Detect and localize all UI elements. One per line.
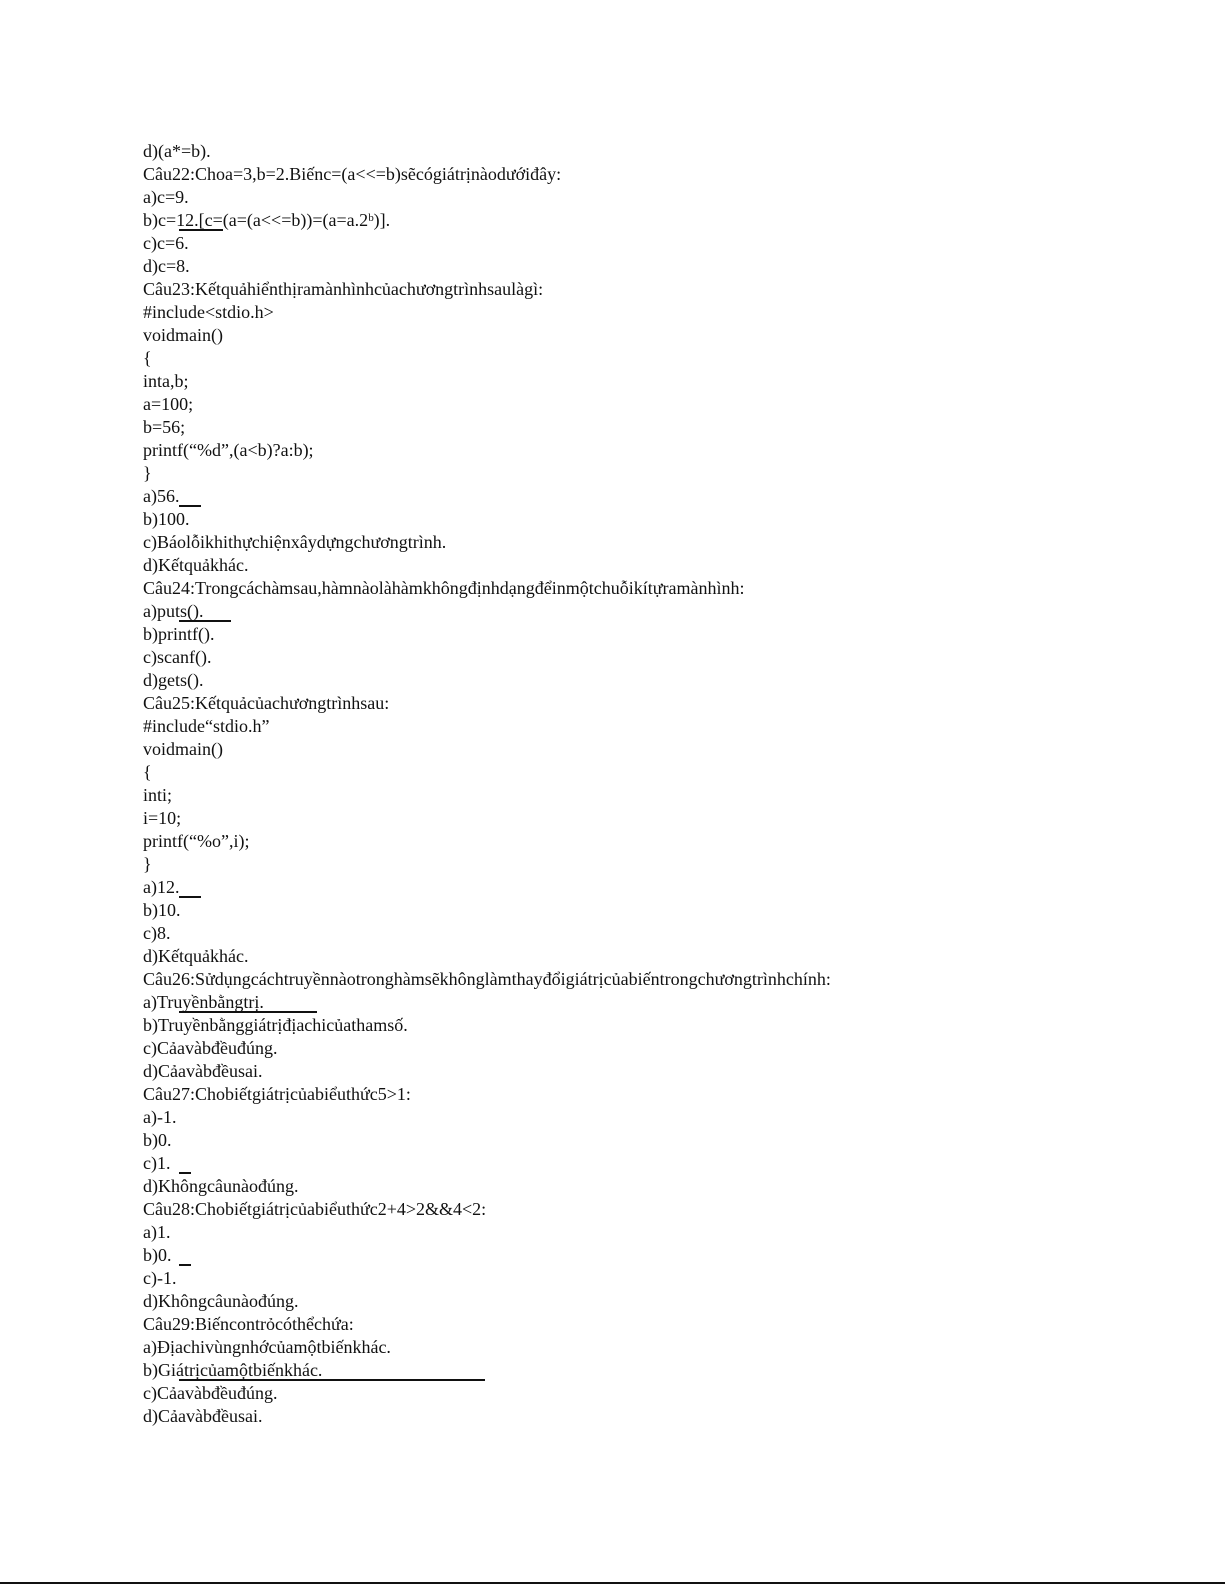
document-line: printf(“%d”,(a<b)?a:b); [143, 440, 314, 460]
answer-underline-mark [179, 229, 223, 231]
document-line: Câu29:Biếncontrỏcóthểchứa: [143, 1314, 354, 1334]
document-line: } [143, 854, 152, 874]
document-line: c)Cảavàbđềuđúng. [143, 1038, 278, 1058]
document-line: Câu22:Choa=3,b=2.Biếnc=(a<<=b)sẽcógiátrịnàodướiđây: [143, 164, 562, 184]
document-line: inta,b; [143, 371, 189, 391]
document-line: c)c=6. [143, 233, 189, 253]
document-line: b)c=12.[c=(a=(a<<=b))=(a=a.2ᵇ)]. [143, 210, 391, 230]
document-line: d)Khôngcâunàođúng. [143, 1291, 299, 1311]
document-line: b)100. [143, 509, 190, 529]
document-line: Câu27:Chobiếtgiátrịcủabiểuthức5>1: [143, 1084, 411, 1104]
document-line: a)puts(). [143, 600, 1143, 623]
document-line: d)Cảavàbđềusai. [143, 1406, 263, 1426]
answer-underline-mark [179, 896, 201, 898]
document-line: Câu25:Kếtquảcủachươngtrìnhsau: [143, 693, 390, 713]
answer-underline-mark [179, 1172, 191, 1174]
document-page [143, 140, 1143, 1428]
document-line: c)Cảavàbđềuđúng. [143, 1383, 278, 1403]
document-line: Câu23:Kếtquảhiểnthịramànhìnhcủachươngtrìnhsaulàgì: [143, 279, 544, 299]
document-line: d)(a*=b). [143, 141, 211, 161]
document-line: i=10; [143, 808, 182, 828]
document-line: voidmain() [143, 325, 223, 345]
document-line: Câu28:Chobiếtgiátrịcủabiểuthức2+4>2&&4<2: [143, 1199, 487, 1219]
answer-underline-mark [179, 620, 231, 622]
document-line: #include<stdio.h> [143, 302, 274, 322]
document-line: Câu24:Trongcáchàmsau,hàmnàolàhàmkhôngđịnhdạngđểinmộtchuỗikítựramànhình: [143, 578, 745, 598]
document-line: b=56; [143, 417, 186, 437]
document-line: c)1. [143, 1152, 1143, 1175]
document-line: d)gets(). [143, 670, 204, 690]
document-line: a)Truyềnbằngtrị. [143, 991, 1143, 1014]
document-line: inti; [143, 785, 173, 805]
document-line: b)printf(). [143, 624, 215, 644]
document-line: a)56. [143, 485, 1143, 508]
document-line: d)Cảavàbđềusai. [143, 1061, 263, 1081]
document-line: b)Giátrịcủamộtbiếnkhác. [143, 1359, 1143, 1382]
answer-underline-mark [179, 505, 201, 507]
document-line: c)-1. [143, 1268, 177, 1288]
document-line: a)1. [143, 1222, 171, 1242]
document-line: b)Truyềnbằnggiátrịđịachicủathamsố. [143, 1015, 408, 1035]
document-line: { [143, 762, 152, 782]
document-line: a)12. [143, 876, 1143, 899]
document-line: b)0. [143, 1130, 172, 1150]
document-line: voidmain() [143, 739, 223, 759]
document-line: a=100; [143, 394, 194, 414]
document-line: a)Địachivùngnhớcủamộtbiếnkhác. [143, 1337, 391, 1357]
document-line: a)-1. [143, 1107, 177, 1127]
document-line: { [143, 348, 152, 368]
document-line: c)Báolỗikhithựchiệnxâydựngchươngtrình. [143, 532, 447, 552]
answer-underline-mark [179, 1264, 191, 1266]
document-line: Câu26:Sửdụngcáchtruyềnnàotronghàmsẽkhônglàmthayđổigiátrịcủabiếntrongchươngtrìnhchính: [143, 969, 831, 989]
document-line: c)scanf(). [143, 647, 212, 667]
document-line: d)Khôngcâunàođúng. [143, 1176, 299, 1196]
document-line: } [143, 463, 152, 483]
document-line: #include“stdio.h” [143, 716, 270, 736]
document-line: b)0. [143, 1244, 1143, 1267]
document-line: b)10. [143, 900, 181, 920]
document-line: a)c=9. [143, 187, 189, 207]
document-line: c)8. [143, 923, 171, 943]
page-bottom-rule [0, 1582, 1225, 1584]
document-line: d)Kếtquảkhác. [143, 555, 249, 575]
answer-underline-mark [179, 1379, 485, 1381]
answer-underline-mark [179, 1011, 317, 1013]
document-line: printf(“%o”,i); [143, 831, 250, 851]
document-line: d)Kếtquảkhác. [143, 946, 249, 966]
document-line: d)c=8. [143, 256, 190, 276]
